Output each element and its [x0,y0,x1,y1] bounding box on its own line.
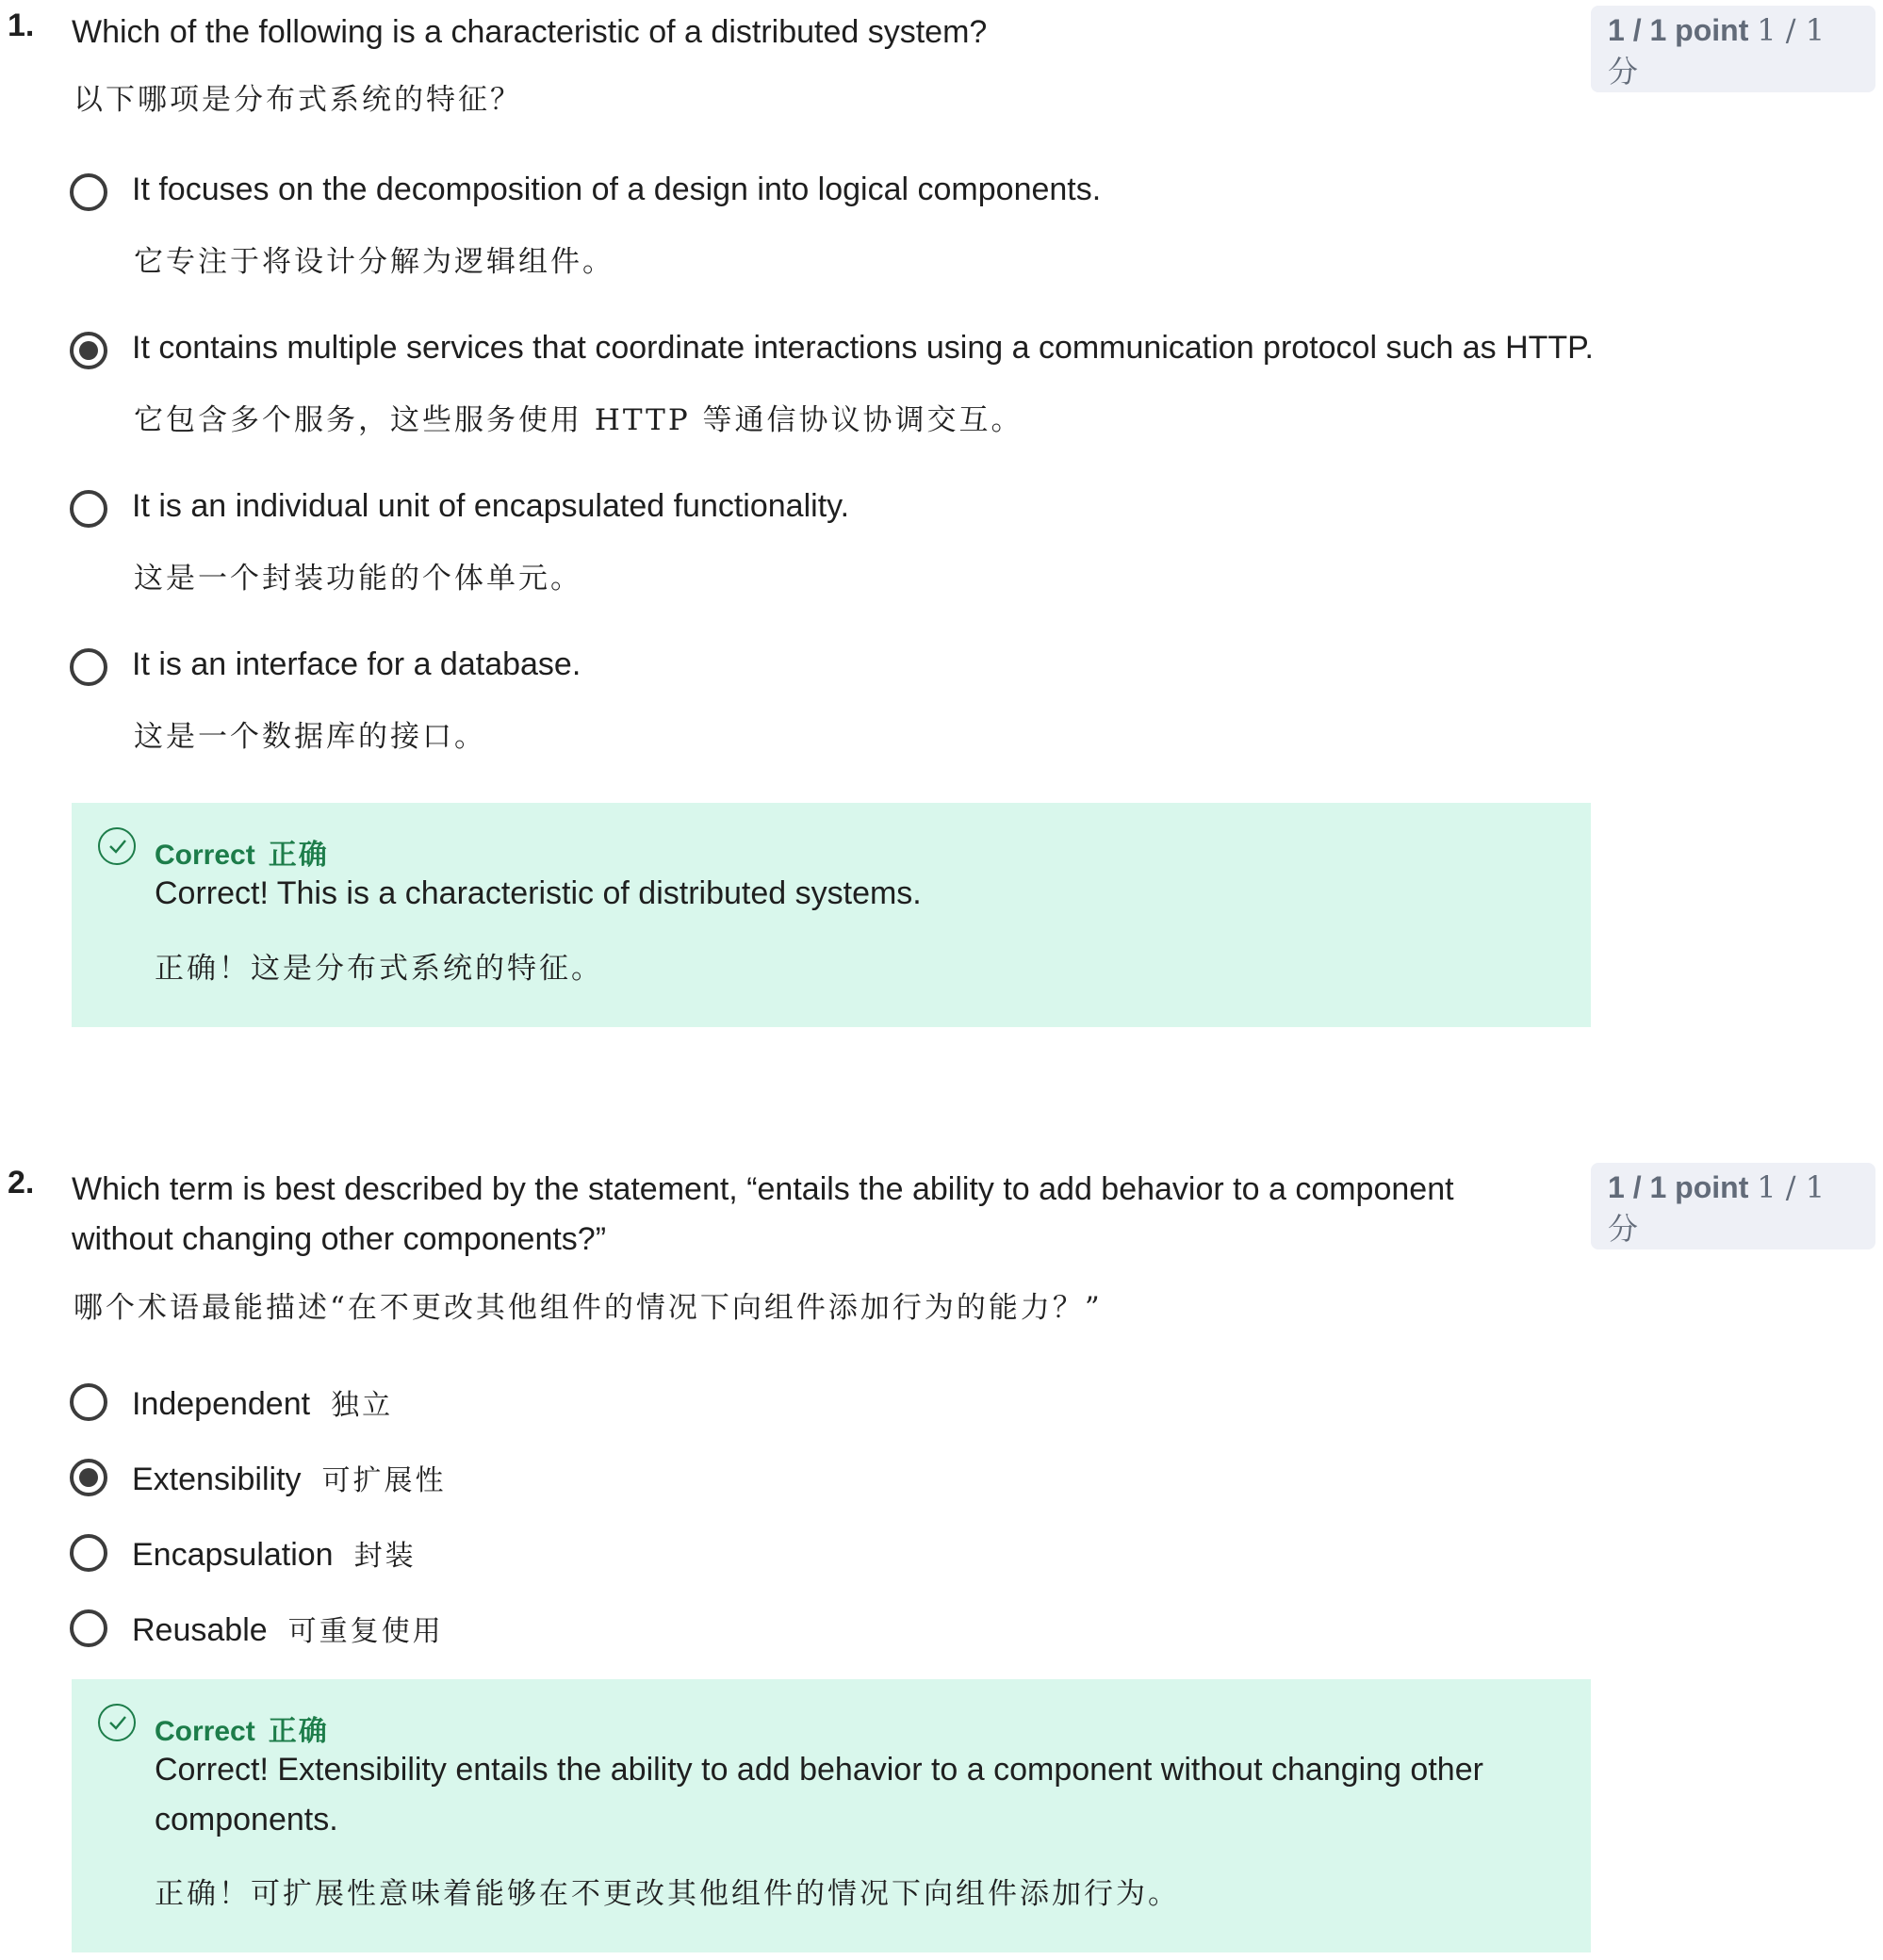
option-label-text: Independent [132,1386,311,1422]
feedback-label [155,1707,329,1749]
score-text-translation: 1 / 1 分 [1608,12,1826,90]
option-label-text: Encapsulation [132,1537,334,1573]
option-label: It contains multiple services that coordinate interactions using a communication protocol such as HTTP. [132,330,1594,366]
feedback-label-translation: 正确 [268,1715,329,1748]
score-badge [1591,1163,1875,1250]
option-label: It is an individual unit of encapsulated functionality. [132,488,850,524]
question-prompt-translation: 以下哪项是分布式系统的特征？ [74,83,522,117]
option-label-translation: 它包含多个服务，这些服务使用 HTTP 等通信协议协调交互。 [134,403,1023,437]
option-label [132,1608,444,1649]
option-label-translation: 这是一个封装功能的个体单元。 [134,562,582,596]
score-badge [1591,6,1875,92]
radio-button[interactable] [70,173,107,211]
option-label [132,1381,393,1423]
option-label [132,1457,447,1498]
option-label: It is an interface for a database. [132,646,581,682]
radio-button[interactable] [70,648,107,686]
score-text: 1 / 1 point [1608,1170,1749,1204]
feedback-text-translation: 正确！可扩展性意味着能够在不更改其他组件的情况下向组件添加行为。 [155,1877,1180,1911]
question-number: 1. [8,8,35,43]
question-prompt: Which term is best described by the statement, “entails the ability to add behavior to a component without changing other components?” [72,1171,1454,1257]
option-label-text: Extensibility [132,1462,302,1497]
radio-button-selected[interactable] [70,1459,107,1496]
radio-button[interactable] [70,1383,107,1421]
feedback-text: Correct! Extensibility entails the ability to add behavior to a component without changing other components. [155,1752,1483,1838]
feedback-correct [72,803,1591,1027]
option-label-translation: 这是一个数据库的接口。 [134,720,486,754]
score-text-translation: 1 / 1 分 [1608,1169,1826,1247]
feedback-correct [72,1679,1591,1952]
radio-button-selected[interactable] [70,332,107,369]
feedback-label-text: Correct [155,840,255,871]
feedback-label [155,831,329,873]
option-label-translation: 独立 [331,1389,394,1422]
radio-button[interactable] [70,490,107,528]
question-number: 2. [8,1165,35,1200]
feedback-label-text: Correct [155,1716,255,1747]
check-circle-icon [98,1704,136,1741]
radio-button[interactable] [70,1534,107,1572]
feedback-label-translation: 正确 [268,839,329,872]
feedback-text-translation: 正确！这是分布式系统的特征。 [155,952,603,986]
option-label-translation: 它专注于将设计分解为逻辑组件。 [134,245,614,279]
option-label-translation: 封装 [353,1540,417,1573]
radio-button[interactable] [70,1609,107,1647]
option-label: It focuses on the decomposition of a design into logical components. [132,172,1102,207]
option-label-text: Reusable [132,1612,268,1648]
option-label-translation: 可重复使用 [287,1615,444,1648]
option-label-translation: 可扩展性 [321,1464,447,1497]
question-prompt-translation: 哪个术语最能描述“在不更改其他组件的情况下向组件添加行为的能力？” [74,1291,1103,1325]
score-text: 1 / 1 point [1608,13,1749,47]
feedback-text: Correct! This is a characteristic of distributed systems. [155,875,922,911]
question-prompt: Which of the following is a characteristic of a distributed system? [72,14,988,50]
option-label [132,1532,417,1574]
check-circle-icon [98,827,136,865]
